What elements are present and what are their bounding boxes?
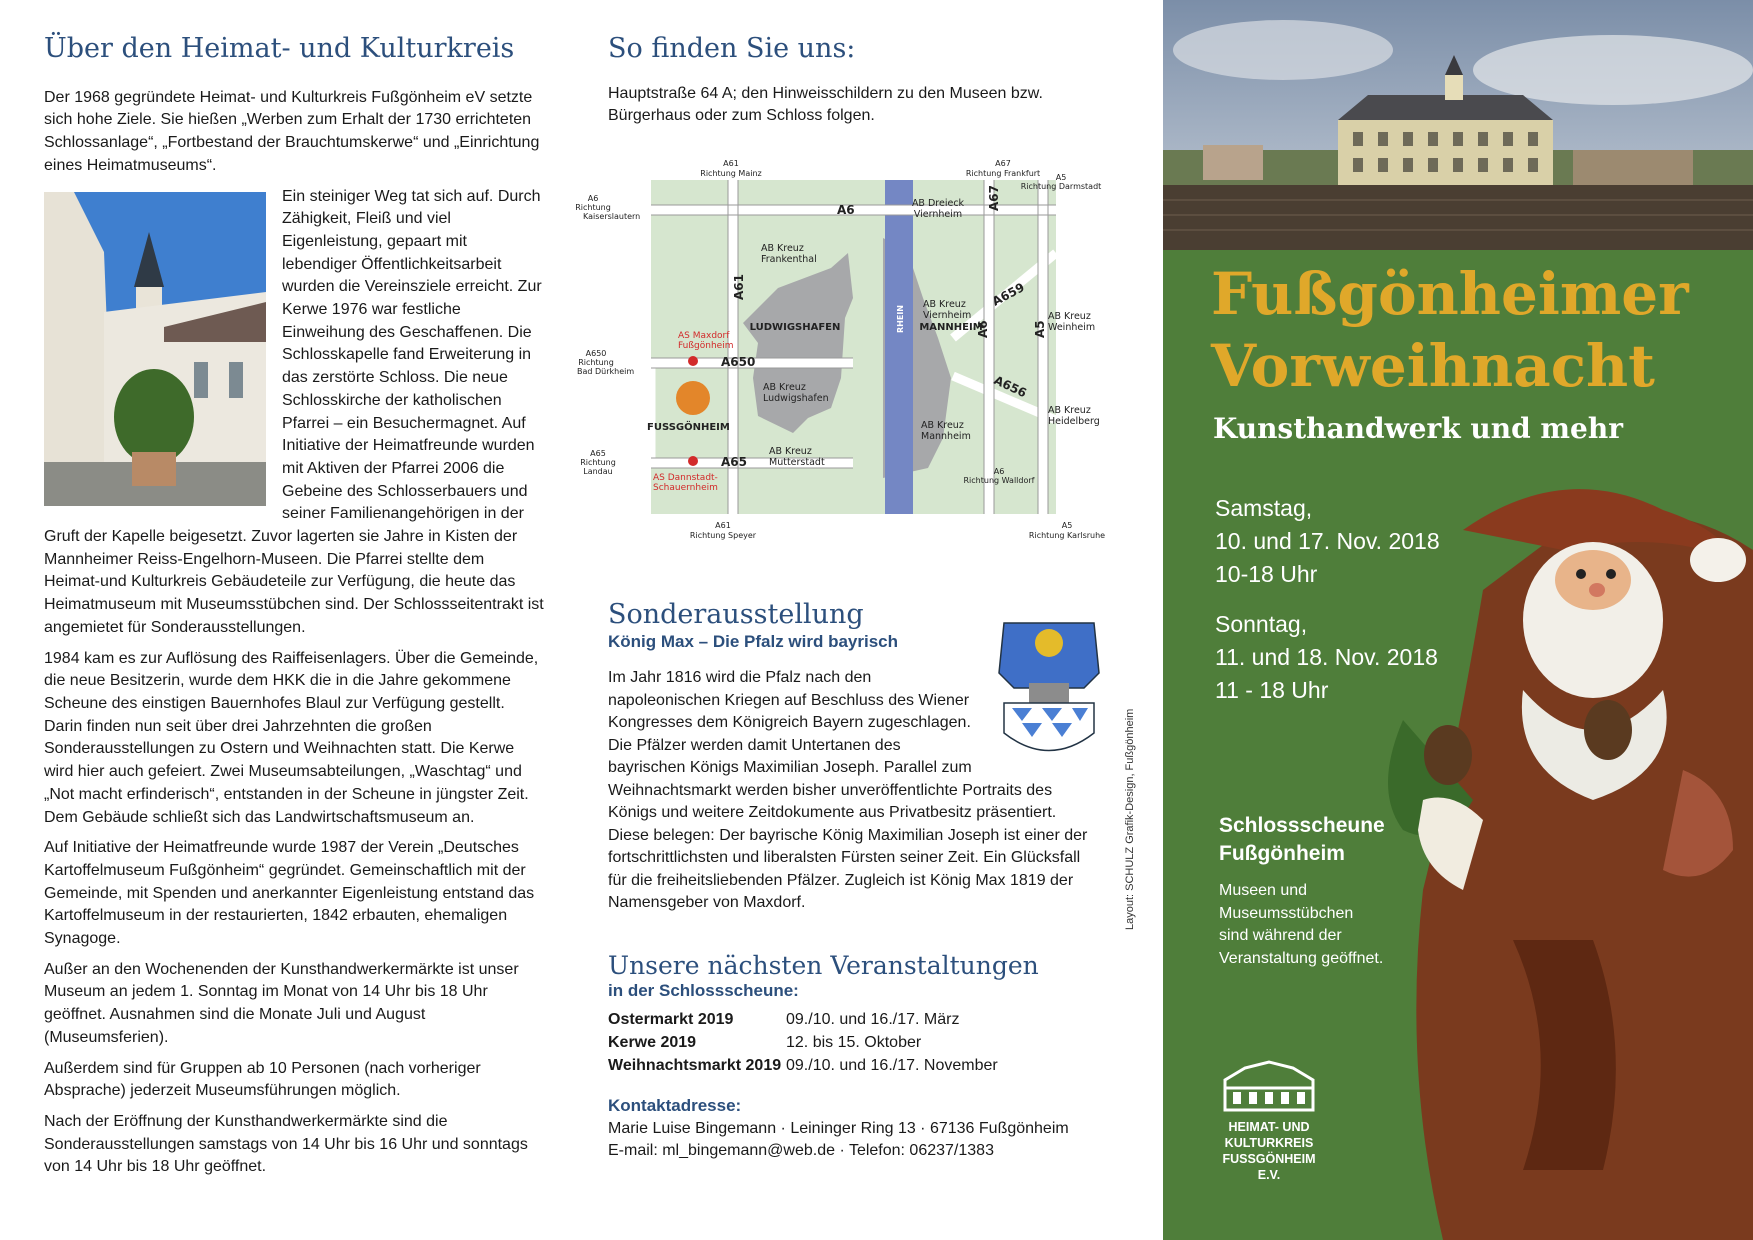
heimat-p1: Ein steiniger Weg tat sich auf. Durch Zähigkeit, Fleiß und viel Eigenleistung, gepaart mit lebendiger Öffentlichkeitsarbeit wurden die Vereinsziele erreicht. Zur Kerwe 1976 war festliche Einweihung des Geschaffenen. Die Schlosskapelle fand Erweiterung in das zerstörte Schloss. Die neue Schlosskirche der katholischen Pfarrei – ein Besuchermagnet. Auf Initiative der Heimatfreunde wurden mit Aktiven der Pfarrei 2006 die Gebeine des Schlosserbauers und seiner Familienangehörigen in der Gruft der Kapelle beigesetzt. Zuvor lagerten sie Jahre in Kisten der Mannheimer Reiss-Engelhorn-Museen. Die Pfarrei stellte dem Heimat-und Kulturkreis Gebäudeteile zur Verfügung, die heute das Heimatmuseum mit Museumsstübchen sind. Der Schlossseitentrakt ist angemietet für Sonderausstellungen. [44, 187, 544, 636]
table-row [608, 1054, 998, 1077]
saturday-label: Samstag, [1215, 495, 1313, 521]
map-wein2: Weinheim [1048, 322, 1096, 333]
map-hd2: Heidelberg [1048, 416, 1100, 427]
map-walldorf: Richtung Walldorf [963, 476, 1035, 485]
map-a659: A659 [989, 280, 1027, 309]
sonder-subtitle: König Max – Die Pfalz wird bayrisch [608, 631, 899, 651]
map-a61-sp: A61 [715, 521, 731, 530]
map-a5-ka: A5 [1061, 521, 1073, 530]
map-a61-road: A61 [732, 274, 746, 300]
sunday-label: Sonntag, [1215, 611, 1308, 637]
maxdorf-exit-marker [688, 356, 698, 366]
heimat-p5: Außerdem sind für Gruppen ab 10 Personen (nach vorheriger Absprache) jederzeit Museumsführungen möglich. [44, 1059, 481, 1100]
map-mak1: AB Kreuz [921, 420, 964, 431]
sunday-dates: 11. und 18. Nov. 2018 [1215, 644, 1438, 670]
map-kl2: Kaiserslautern [583, 212, 641, 221]
map-mannheim: MANNHEIM [919, 322, 983, 333]
map-bd2: Bad Dürkheim [577, 367, 635, 376]
map-mut2: Mutterstadt [769, 457, 825, 468]
castle-logo-icon [1219, 1058, 1319, 1112]
contact-email-phone: E-mail: ml_bingemann@web.de · Telefon: 06237/1383 [608, 1142, 994, 1159]
event-name: Ostermarkt 2019 [608, 1011, 734, 1028]
opening-info-line: Veranstaltung geöffnet. [1219, 949, 1384, 967]
club-logo [1219, 1058, 1319, 1183]
venue-line1: Schlossscheune [1219, 814, 1385, 837]
map-a6-wd: A6 [993, 467, 1005, 476]
events-section [608, 951, 1088, 1163]
map-frank2: Frankenthal [761, 254, 817, 265]
heimat-p6: Nach der Eröffnung der Kunsthandwerkermärkte sind die Sonderausstellungen samstags von 14 Uhr bis 16 Uhr und sonntags von 14 Uhr bis 18 Uhr geöffnet. [44, 1112, 528, 1176]
logo-line1: HEIMAT- UND [1228, 1120, 1310, 1134]
event-name: Weihnachtsmarkt 2019 [608, 1057, 782, 1074]
map-dreieck2: Viernheim [913, 209, 963, 220]
sonder-section [608, 599, 1088, 915]
map-frank1: AB Kreuz [761, 243, 804, 254]
opening-info [1219, 880, 1383, 970]
map-dreieck1: AB Dreieck [911, 198, 965, 209]
map-ffm: Richtung Frankfurt [965, 169, 1041, 178]
event-date: 09./10. und 16./17. November [786, 1057, 998, 1074]
directions-section [608, 33, 1088, 128]
cover-subtitle: Kunsthandwerk und mehr [1213, 412, 1623, 445]
map-ludwigshafen: LUDWIGSHAFEN [749, 322, 841, 333]
bavarian-coat-of-arms-icon [984, 603, 1114, 765]
map-landau1: Richtung [580, 458, 616, 467]
map-maxdorf1: AS Maxdorf [678, 331, 730, 341]
map-a5-vertical: A5 [1033, 320, 1047, 338]
map-ds2: Schauernheim [653, 483, 718, 493]
sunday-block [1215, 608, 1438, 707]
venue-block [1219, 812, 1385, 868]
map-luk1: AB Kreuz [763, 382, 806, 393]
heimat-p2: 1984 kam es zur Auflösung des Raiffeisenlagers. Über die Gemeinde, die neue Besitzerin, wurde dem HKK die in die Jahre gekommene Scheune des einstigen Bauernhofes Blaul zur Verfügung gestellt. Darin finden nun seit über drei Jahrzehnten die großen Sonderausstellungen zu Ostern und Weihnachten statt. Die Kerwe wird hier auch gefeiert. Zwei Museumsabteilungen, „Waschtag“ und „Not macht erfinderisch“, entstanden in der Scheune in jüngster Zeit. Dem Gebäude schließt sich das Landwirtschaftsmuseum an. [44, 649, 539, 826]
map-a67-ffm: A67 [995, 159, 1011, 168]
directions-text: Hauptstraße 64 A; den Hinweisschildern zu den Museen bzw. Bürgerhaus oder zum Schloss folgen. [608, 84, 1043, 124]
castle-photo-graphic [1163, 0, 1753, 250]
dannstadt-exit-marker [688, 456, 698, 466]
map-mut1: AB Kreuz [769, 446, 812, 457]
logo-line4: E.V. [1257, 1168, 1281, 1182]
events-table [608, 1008, 998, 1077]
heimat-intro: Der 1968 gegründete Heimat- und Kulturkreis Fußgönheim eV setzte sich hohe Ziele. Sie hießen „Werben zum Erhalt der 1730 errichteten Schlossanlage“, „Fortbestand der Brauchtumskerwe“ und „Einrichtung eines Heimatmuseums“. [44, 88, 540, 174]
map-viern2: Viernheim [923, 310, 972, 321]
chapel-photo-graphic [44, 192, 266, 506]
map-speyer: Richtung Speyer [689, 531, 757, 540]
event-name: Kerwe 2019 [608, 1034, 697, 1051]
map-a6-kl: A6 [587, 194, 599, 203]
sonder-text: Im Jahr 1816 wird die Pfalz nach den napoleonischen Kriegen auf Beschluss des Wiener Kongresses dem Königreich Bayern zugeschlagen. Die Pfälzer werden damit Untertanen des bayrischen Königs Maximilian Joseph. Parallel zum Weihnachtsmarkt werden bisher unveröffentlichte Portraits des Königs und weitere Zeitdokumente aus Privatbesitz präsentiert. Diese belegen: Der bayrische König Maximilian Joseph ist einer der fortschrittlichsten und liberalsten Fürsten seiner Zeit. Ein Glücksfall für die freiheitsliebenden Pfälzer. Zugleich ist König Max 1819 der Namensgeber von Maxdorf. [608, 669, 1088, 911]
opening-info-line: Museen und [1219, 882, 1308, 899]
layout-credit: Layout: SCHULZ Grafik-Design, Fußgönheim [1124, 708, 1136, 930]
saturday-block [1215, 492, 1440, 591]
map-a650-label: A650 [585, 349, 607, 358]
map-wein1: AB Kreuz [1048, 311, 1091, 322]
event-date: 12. bis 15. Oktober [786, 1034, 922, 1051]
route-map [575, 148, 1113, 578]
contact-address: Marie Luise Bingemann · Leininger Ring 13 · 67136 Fußgönheim [608, 1119, 1069, 1137]
heimat-title: Über den Heimat- und Kulturkreis [44, 33, 515, 64]
map-a6-road: A6 [837, 203, 855, 217]
heimat-p4: Außer an den Wochenenden der Kunsthandwerkermärkte ist unser Museum an jedem 1. Sonntag im Monat von 14 Uhr bis 18 Uhr geöffnet. Ausnahmen sind die Monate Juli und August (Museumsferien). [44, 960, 519, 1046]
table-row [608, 1031, 998, 1054]
chapel-photo [44, 192, 266, 506]
contact-title: Kontaktadresse: [608, 1096, 742, 1115]
map-a65-label: A65 [590, 449, 606, 458]
venue-line2: Fußgönheim [1219, 842, 1345, 865]
map-mainz: Richtung Mainz [700, 169, 762, 178]
map-a6-vertical: A6 [976, 320, 990, 338]
events-title: Unsere nächsten Veranstaltungen [608, 951, 1039, 980]
event-date: 09./10. und 16./17. März [786, 1011, 960, 1028]
map-a65-road: A65 [721, 455, 747, 469]
map-hd1: AB Kreuz [1048, 405, 1091, 416]
castle-photo [1163, 0, 1753, 250]
map-kl1: Richtung [575, 203, 611, 212]
sonder-title: Sonderausstellung [608, 599, 864, 630]
map-ds1: AS Dannstadt- [653, 473, 718, 483]
heimat-p3: Auf Initiative der Heimatfreunde wurde 1987 der Verein „Deutsches Kartoffelmuseum Fußgönheim“ gegründet. Gemeinschaftlich mit der Gemeinde, mit Spenden und anerkannter Eigenleistung entstand das Kartoffelmuseum in der restaurierten, 1842 erbauten, ehemaligen Synagoge. [44, 839, 535, 948]
column-heimat [44, 33, 544, 1187]
map-maxdorf2: Fußgönheim [678, 341, 734, 351]
map-a650-road: A650 [721, 355, 756, 369]
map-fussgoenheim: FUSSGÖNHEIM [647, 422, 730, 433]
map-landau2: Landau [583, 467, 613, 476]
opening-info-line: Museumsstübchen [1219, 904, 1354, 922]
map-rhein: RHEIN [896, 305, 905, 333]
map-luk2: Ludwigshafen [763, 393, 829, 404]
map-a61-mainz: A61 [723, 159, 739, 168]
map-karlsruhe: Richtung Karlsruhe [1028, 531, 1106, 540]
events-subtitle: in der Schlossscheune: [608, 980, 799, 1000]
sunday-hours: 11 - 18 Uhr [1215, 677, 1329, 703]
map-a67-road: A67 [987, 185, 1001, 211]
directions-title: So finden Sie uns: [608, 33, 856, 64]
opening-info-line: sind während der [1219, 927, 1342, 944]
logo-line3: FUSSGÖNHEIM [1222, 1152, 1316, 1166]
table-row [608, 1008, 998, 1031]
cover-panel [1163, 0, 1753, 1240]
map-bd1: Richtung [578, 358, 614, 367]
cover-title-line2: Vorweihnacht [1211, 332, 1655, 400]
rhine-river [885, 180, 913, 514]
map-a656: A656 [991, 373, 1029, 401]
saturday-dates: 10. und 17. Nov. 2018 [1215, 528, 1440, 554]
map-darmstadt: Richtung Darmstadt [1020, 182, 1102, 191]
logo-line2: KULTURKREIS [1224, 1136, 1314, 1150]
cover-title-line1: Fußgönheimer [1211, 260, 1689, 328]
map-a5-da: A5 [1055, 173, 1067, 182]
fussgoenheim-marker [676, 381, 710, 415]
saturday-hours: 10-18 Uhr [1215, 561, 1318, 587]
map-mak2: Mannheim [921, 431, 971, 442]
map-viern1: AB Kreuz [923, 299, 966, 310]
